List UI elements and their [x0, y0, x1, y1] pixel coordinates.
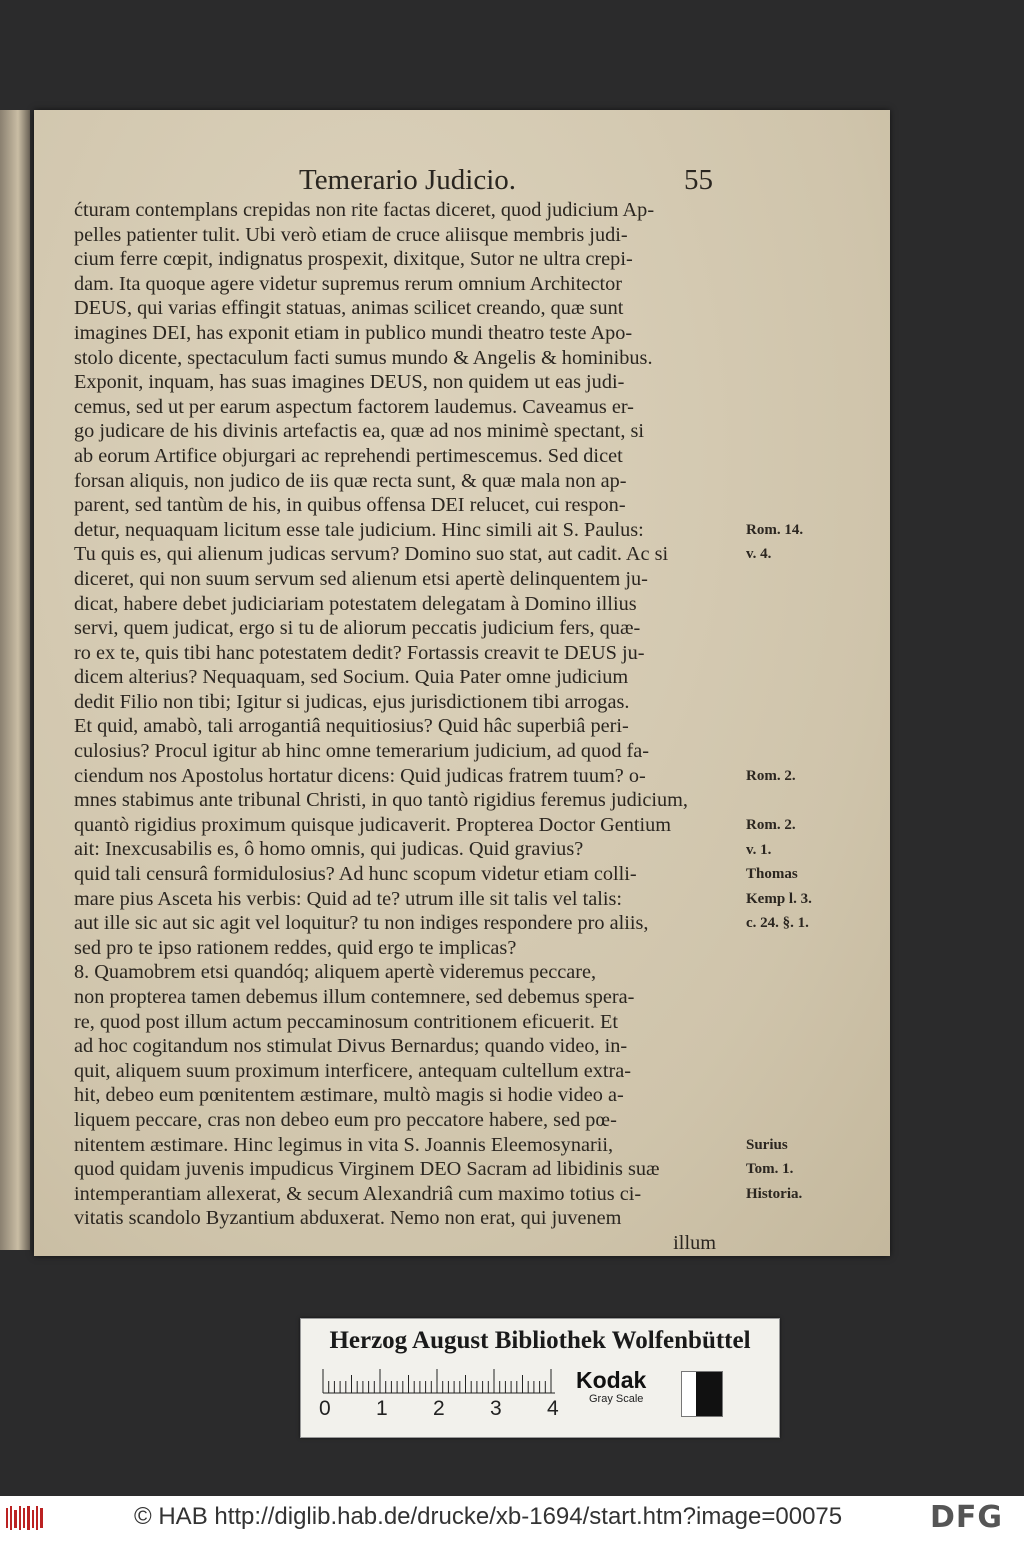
book-page [34, 110, 890, 1256]
margin-note: Thomas [746, 866, 798, 883]
margin-note: Surius [746, 1136, 788, 1153]
text-line: mnes stabimus ante tribunal Christi, in quo tantò rigidius feremus judicium, [74, 789, 688, 812]
copyright-link[interactable]: © HAB http://diglib.hab.de/drucke/xb-1694/start.htm?image=00075 [134, 1503, 843, 1530]
text-line: liquem peccare, cras non debeo eum pro peccatore habere, sed pœ- [74, 1108, 617, 1131]
text-line: hit, debeo eum pœnitentem æstimare, multò magis si hodie video a- [74, 1084, 624, 1107]
ruler-number: 2 [433, 1397, 445, 1420]
text-line: sed pro te ipso rationem reddes, quid ergo te implicas? [74, 936, 517, 959]
text-line: servi, quem judicat, ergo si tu de aliorum peccatis judicium fers, quæ- [74, 617, 641, 640]
text-line: intemperantiam allexerat, & secum Alexandriâ cum maximo totius ci- [74, 1182, 642, 1205]
text-line: dam. Ita quoque agere videtur supremus rerum omnium Architector [74, 272, 622, 295]
text-line: ro ex te, quis tibi hanc potestatem dedit? Fortassis creavit te DEUS ju- [74, 641, 645, 664]
ruler-numbers [319, 1397, 579, 1427]
body-text [74, 198, 744, 1256]
gray-scale-label: Gray Scale [589, 1393, 644, 1405]
text-line: stolo dicente, spectaculum facti sumus mundo & Angelis & hominibus. [74, 346, 653, 369]
ruler-number: 4 [547, 1397, 559, 1420]
text-line: nitentem æstimare. Hinc legimus in vita S. Joannis Eleemosynarii, [74, 1133, 614, 1156]
text-line: go judicare de his divinis artefactis ea, quæ ad nos minimè spectant, si [74, 420, 644, 443]
text-line: aut ille sic aut sic agit vel loquitur? tu non indiges respondere pro aliis, [74, 912, 649, 935]
text-line: ab eorum Artifice objurgari ac reprehendi pertimescemus. Sed dicet [74, 444, 623, 467]
text-line: culosius? Procul igitur ab hinc omne temerarium judicium, ad quod fa- [74, 740, 650, 763]
text-line: cium ferre cœpit, indignatus prospexit, dixitque, Sutor ne ultra crepi- [74, 248, 633, 271]
running-head [34, 164, 890, 198]
text-line: Et quid, amabò, tali arrogantiâ nequitiosius? Quid hâc superbiâ peri- [74, 715, 629, 738]
kodak-logo: Kodak [576, 1367, 647, 1393]
text-line: vitatis scandolo Byzantium abduxerat. Nemo non erat, qui juvenem [74, 1207, 622, 1230]
text-line: diceret, qui non suum servum sed alienum etsi apertè delinquentem ju- [74, 567, 648, 590]
text-line: 8. Quamobrem etsi quandóq; aliquem apertè videremus peccare, [74, 961, 597, 984]
text-line: mare pius Asceta his verbis: Quid ad te? utrum ille sit talis vel talis: [74, 887, 623, 910]
text-line: quod quidam juvenis impudicus Virginem DEO Sacram ad libidinis suæ [74, 1158, 660, 1181]
color-target-card [300, 1318, 780, 1438]
text-line: parent, sed tantùm de his, in quibus offensa DEI relucet, cui respon- [74, 494, 626, 517]
text-line: quit, aliquem suum proximum interficere, antequam cultellum extra- [74, 1059, 632, 1082]
margin-note: v. 4. [746, 546, 772, 563]
running-head-title: Temerario Judicio. [299, 164, 517, 196]
text-line: illum [673, 1231, 716, 1254]
text-line: pelles patienter tulit. Ubi verò etiam de cruce aliisque membris judi- [74, 223, 628, 246]
margin-note: Kemp l. 3. [746, 890, 812, 907]
text-line: non propterea tamen debemus illum contemnere, sed debemus spera- [74, 986, 635, 1008]
gray-patch [681, 1371, 723, 1417]
text-line: detur, nequaquam licitum esse tale judicium. Hinc simili ait S. Paulus: [74, 518, 644, 541]
text-line: DEUS, qui varias effingit statuas, animas scilicet creando, quæ sunt [74, 297, 624, 320]
text-line: quantò rigidius proximum quisque judicaverit. Propterea Doctor Gentium [74, 813, 672, 836]
margin-note: v. 1. [746, 841, 772, 858]
barcode-icon [6, 1504, 46, 1532]
footer-bar [0, 1496, 1024, 1541]
margin-note: Historia. [746, 1186, 803, 1202]
text-line: Tu quis es, qui alienum judicas servum? Domino suo stat, aut cadit. Ac si [74, 543, 669, 566]
margin-note: Rom. 2. [746, 767, 796, 784]
ruler-scale [319, 1365, 569, 1395]
ruler-number: 3 [490, 1397, 502, 1420]
margin-note: c. 24. §. 1. [746, 915, 809, 932]
text-line: dedit Filio non tibi; Igitur si judicas, ejus jurisdictionem tibi arrogas. [74, 690, 630, 713]
text-line: dicem alterius? Nequaquam, sed Socium. Quia Pater omne judicium [74, 666, 629, 689]
ruler-number: 1 [376, 1397, 388, 1420]
text-line: Exponit, inquam, has suas imagines DEUS, non quidem ut eas judi- [74, 371, 625, 394]
page-number: 55 [684, 164, 713, 196]
margin-note: Tom. 1. [746, 1161, 794, 1178]
text-line: quid tali censurâ formidulosius? Ad hunc scopum videtur etiam colli- [74, 863, 637, 886]
text-line: ćturam contemplans crepidas non rite factas diceret, quod judicium Ap- [74, 199, 655, 221]
text-line: forsan aliquis, non judico de iis quæ recta sunt, & quæ mala non ap- [74, 469, 627, 492]
text-line: ad hoc cogitandum nos stimulat Divus Bernardus; quando video, in- [74, 1035, 628, 1058]
text-line: cemus, sed ut per earum aspectum factorem laudemus. Caveamus er- [74, 395, 634, 418]
text-line: dicat, habere debet judiciariam potestatem delegatam à Domino illius [74, 592, 637, 615]
facing-page-edge [0, 110, 30, 1250]
text-line: ciendum nos Apostolus hortatur dicens: Quid judicas fratrem tuum? o- [74, 764, 646, 787]
margin-note: Rom. 14. [746, 521, 804, 538]
text-line: imagines DEI, has exponit etiam in publico mundi theatro teste Apo- [74, 321, 633, 344]
margin-note: Rom. 2. [746, 817, 796, 833]
text-line: re, quod post illum actum peccaminosum contritionem eficuerit. Et [74, 1010, 619, 1033]
target-card-title: Herzog August Bibliothek Wolfenbüttel [329, 1327, 751, 1354]
text-line: ait: Inexcusabilis es, ô homo omnis, qui judicas. Quid gravius? [74, 838, 584, 861]
dfg-logo: DFG [930, 1500, 1004, 1535]
ruler-number: 0 [319, 1397, 331, 1420]
